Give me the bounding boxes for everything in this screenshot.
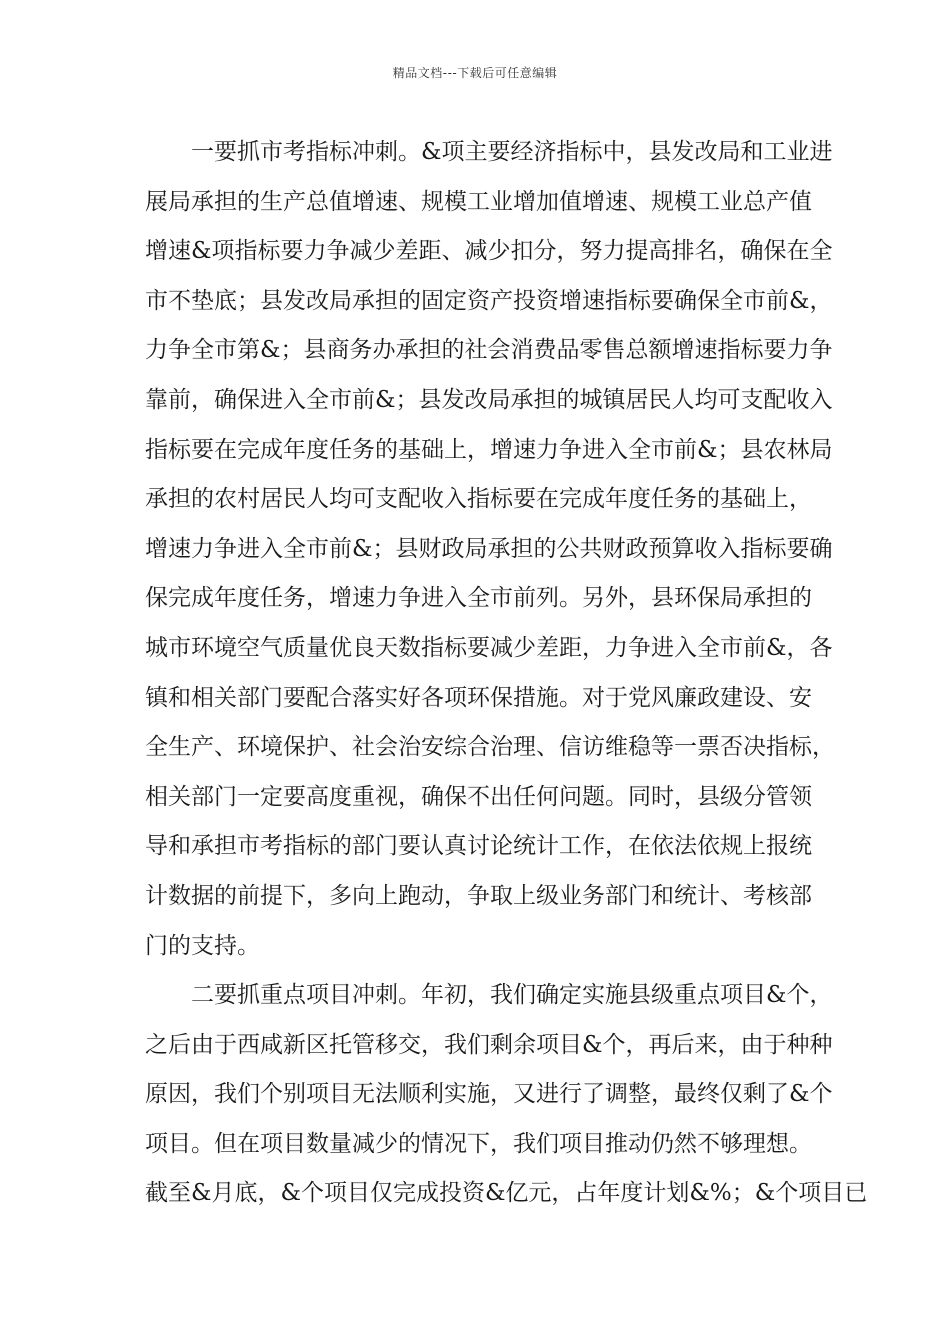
text-line: 力争全市第&；县商务办承担的社会消费品零售总额增速指标要力争	[145, 337, 833, 364]
text-line: 原因，我们个别项目无法顺利实施，又进行了调整，最终仅剩了&个	[145, 1081, 833, 1108]
page-header: 精品文档---下载后可任意编辑	[392, 66, 558, 80]
text-line: 承担的农村居民人均可支配收入指标要在完成年度任务的基础上，	[145, 486, 812, 513]
text-line: 保完成年度任务，增速力争进入全市前列。另外，县环保局承担的	[145, 585, 812, 612]
document-body	[145, 128, 868, 1219]
text-line: 全生产、环境保护、社会治安综合治理、信访维稳等一票否决指标，	[145, 734, 835, 761]
text-line: 一要抓市考指标冲刺。&项主要经济指标中，县发改局和工业进	[191, 139, 833, 165]
text-line: 市不垫底；县发改局承担的固定资产投资增速指标要确保全市前&，	[145, 287, 833, 314]
text-line: 门的支持。	[145, 932, 260, 959]
text-line: 项目。但在项目数量减少的情况下，我们项目推动仍然不够理想。	[145, 1130, 812, 1157]
text-line: 截至&月底，&个项目仅完成投资&亿元，占年度计划&%；&个项目已	[145, 1180, 868, 1207]
text-line: 相关部门一定要高度重视，确保不出任何问题。同时，县级分管领	[145, 783, 812, 810]
text-line: 靠前，确保进入全市前&；县发改局承担的城镇居民人均可支配收入	[145, 386, 833, 413]
text-line: 增速&项指标要力争减少差距、减少扣分，努力提高排名，确保在全	[145, 238, 833, 265]
text-line: 指标要在完成年度任务的基础上，增速力争进入全市前&；县农林局	[145, 436, 833, 463]
text-line: 之后由于西咸新区托管移交，我们剩余项目&个，再后来，由于种种	[145, 1031, 833, 1058]
text-line: 展局承担的生产总值增速、规模工业增加值增速、规模工业总产值	[145, 188, 812, 215]
paragraph-projects	[145, 971, 868, 1219]
text-line: 二要抓重点项目冲刺。年初，我们确定实施县级重点项目&个，	[191, 982, 833, 1009]
text-line: 计数据的前提下，多向上跑动，争取上级业务部门和统计、考核部	[145, 882, 812, 909]
text-line: 导和承担市考指标的部门要认真讨论统计工作，在依法依规上报统	[145, 833, 812, 860]
paragraph-indicators	[145, 128, 835, 971]
text-line: 镇和相关部门要配合落实好各项环保措施。对于党风廉政建设、安	[145, 684, 812, 711]
text-line: 城市环境空气质量优良天数指标要减少差距，力争进入全市前&，各	[145, 634, 833, 661]
text-line: 增速力争进入全市前&；县财政局承担的公共财政预算收入指标要确	[145, 535, 833, 562]
